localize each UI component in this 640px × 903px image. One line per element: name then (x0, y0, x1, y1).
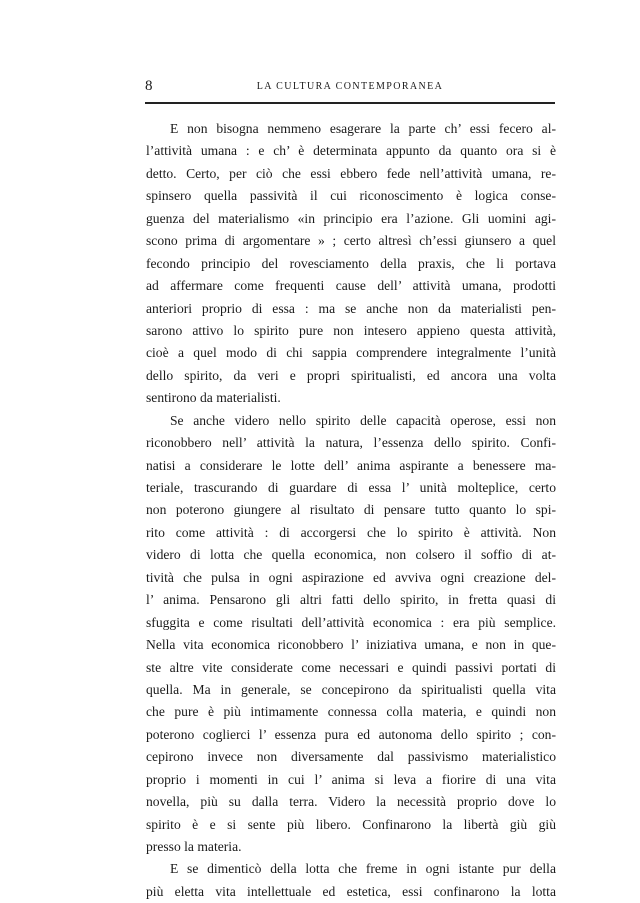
text-line: riconobbero nell’ attività la natura, l’essenza dello spirito. Confi- (146, 435, 556, 451)
text-line: tività che pulsa in ogni aspirazione ed avviva ogni creazione del- (146, 569, 556, 585)
header-rule (145, 102, 555, 104)
text-line: detto. Certo, per ciò che essi ebbero fede nell’attività umana, re- (146, 165, 556, 181)
text-line: che pure è più intimamente connessa colla materia, e quindi non (146, 704, 556, 720)
text-line: ad affermare come frequenti cause dell’ attività umana, prodotti (146, 278, 556, 294)
text-line: sentirono da materialisti. (146, 390, 281, 406)
text-line: Se anche videro nello spirito delle capacità operose, essi non (170, 412, 556, 428)
text-line: E se dimenticò della lotta che freme in ogni istante pur della (170, 861, 556, 877)
running-title: LA CULTURA CONTEMPORANEA (256, 81, 444, 92)
paragraph (146, 858, 556, 903)
text-line: sfuggita e come risultati dell’attività economica : era più semplice. (146, 614, 556, 630)
text-line: dello spirito, da veri e propri spiritualisti, ed ancora una volta (146, 367, 556, 383)
text-line: E non bisogna nemmeno esagerare la parte ch’ essi fecero al- (170, 121, 556, 136)
text-line: cioè a quel modo di chi sappia comprendere integralmente l’unità (146, 345, 556, 361)
paragraph (146, 410, 556, 859)
text-line: poterono coglierci l’ essenza pura ed autonoma dello spirito ; con- (146, 726, 556, 742)
text-line: guenza del materialismo «in principio era l’azione. Gli uomini agi- (146, 210, 556, 226)
text-line: più eletta vita intellettuale ed estetica, essi confinarono la lotta (146, 883, 556, 899)
text-line: spirito è e si sente più libero. Confinarono la libertà giù giù (146, 816, 556, 832)
text-line: rito come attività : di accorgersi che lo spirito è attività. Non (146, 524, 556, 540)
text-line: l’attività umana : e ch’ è determinata appunto da quanto ora si è (146, 143, 556, 159)
text-line: presso la materia. (146, 839, 242, 854)
text-line: Nella vita economica riconobbero l’ iniziativa umana, e non in que- (146, 637, 556, 653)
text-line: sarono attivo lo spirito pure non intesero appieno questa attività, (146, 322, 556, 338)
paragraph (146, 118, 556, 410)
page-number: 8 (145, 78, 153, 94)
text-line: spinsero quella passività il cui riconoscimento è logica conse- (146, 188, 556, 204)
text-line: fecondo principio del rovesciamento della praxis, che li portava (146, 255, 556, 271)
text-line: cepirono invece non diversamente dal passivismo materialistico (146, 749, 556, 765)
text-line: videro di lotta che quella economica, non colsero il soffio di at- (146, 547, 556, 563)
page-header (145, 78, 555, 100)
text-line: natisi a considerare le lotte dell’ anima aspirante a benessere ma- (146, 457, 556, 473)
text-line: l’ anima. Pensarono gli altri fatti dello spirito, in fretta quasi di (146, 592, 556, 608)
text-line: ste altre vite considerate come necessari e quindi passivi portati di (146, 659, 556, 675)
text-line: teriale, trascurando di guardare di essa l’ unità molteplice, certo (146, 480, 556, 495)
text-line: non poterono giungere al risultato di pensare tutto quanto lo spi- (146, 502, 556, 518)
text-line: anteriori proprio di essa : ma se anche non da materialisti pen- (146, 300, 556, 316)
text-line: novella, più su dalla terra. Videro la necessità proprio dove lo (146, 794, 556, 810)
text-line: proprio i momenti in cui l’ anima si leva a fiorire di una vita (146, 771, 556, 787)
body-text (146, 118, 556, 903)
text-line: quella. Ma in generale, se concepirono da spiritualisti quella vita (146, 681, 556, 697)
text-line: scono prima di argomentare » ; certo altresì ch’essi giunsero a quel (146, 233, 556, 249)
